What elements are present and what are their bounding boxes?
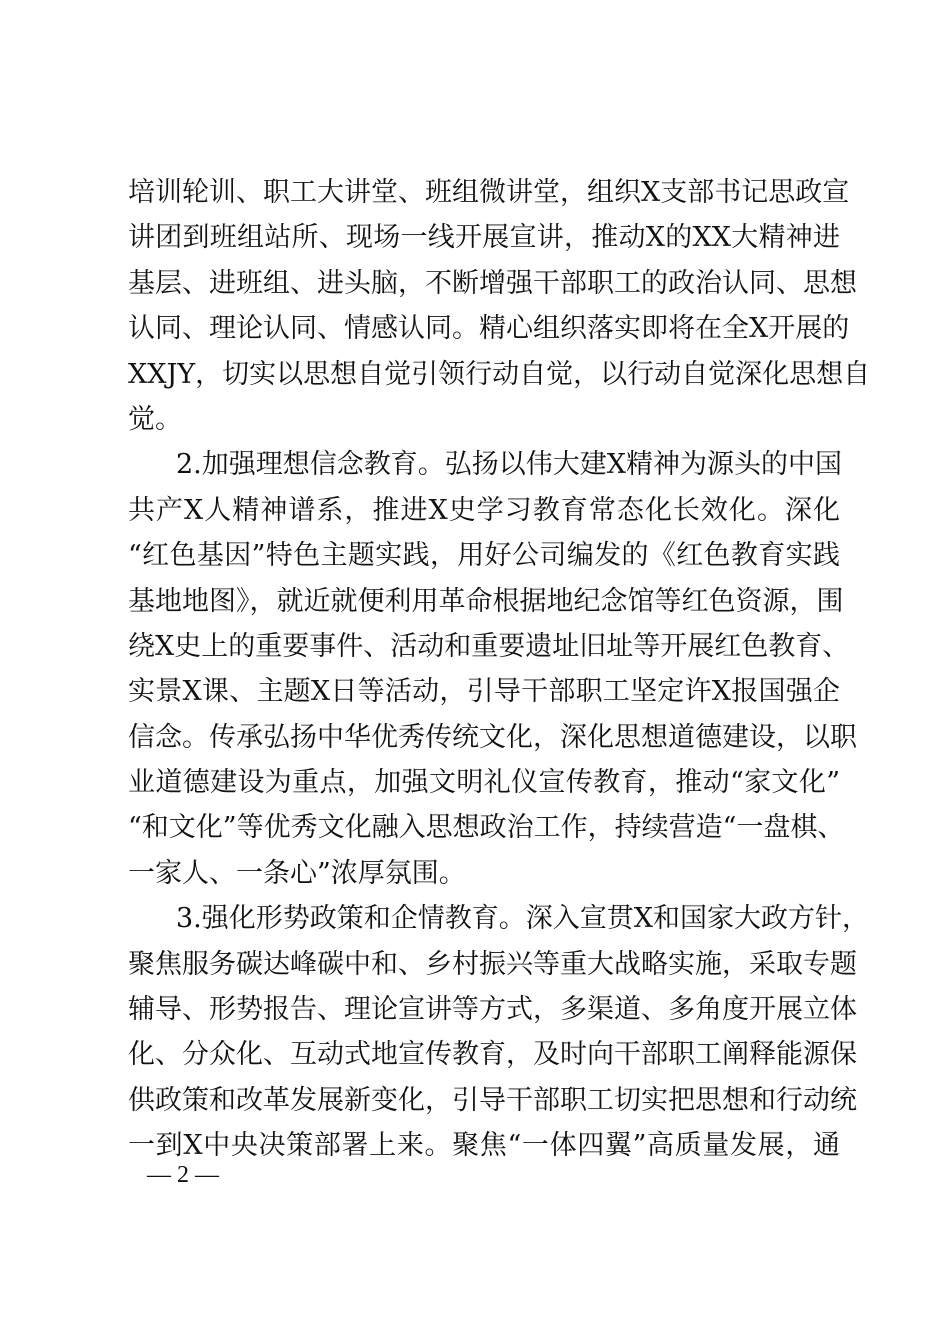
text-line: 一到X中央决策部署上来。聚焦“一体四翼”高质量发展，通 (128, 1130, 840, 1162)
text-line: 一家人、一条心”浓厚氛围。 (128, 857, 466, 889)
text-line: “和文化”等优秀文化融入思想政治工作，持续营造“一盘棋、 (128, 812, 845, 844)
text-line: 化、分众化、互动式地宣传教育，及时向干部职工阐释能源保 (128, 1039, 857, 1071)
text-line: 绕X史上的重要事件、活动和重要遗址旧址等开展红色教育、 (128, 630, 850, 662)
paragraph-1 (128, 170, 871, 442)
text-line: 辅导、形势报告、理论宣讲等方式，多渠道、多角度开展立体 (128, 994, 857, 1026)
text-line: “红色基因”特色主题实践，用好公司编发的《红色教育实践 (128, 540, 840, 572)
text-line: 业道德建设为重点，加强文明礼仪宣传教育，推动“家文化” (128, 767, 840, 799)
text-line: 基地地图》，就近就便利用革命根据地纪念馆等红色资源，围 (128, 585, 844, 617)
text-line: 基层、进班组、进头脑，不断增强干部职工的政治认同、思想 (128, 267, 857, 299)
text-line: 培训轮训、职工大讲堂、班组微讲堂，组织X支部书记思政宣 (128, 177, 850, 208)
text-line: 讲团到班组站所、现场一线开展宣讲，推动X的XX大精神进 (128, 222, 840, 254)
text-line: 信念。传承弘扬中华优秀传统文化，深化思想道德建设，以职 (128, 721, 857, 753)
text-line: 2.加强理想信念教育。弘扬以伟大建X精神为源头的中国 (176, 449, 842, 481)
paragraph-3 (128, 896, 869, 1168)
body-text (128, 170, 871, 1169)
text-line: 认同、理论认同、情感认同。精心组织落实即将在全X开展的 (128, 313, 850, 345)
text-line: 实景X课、主题X日等活动，引导干部职工坚定许X报国强企 (128, 676, 840, 708)
text-line: 觉。 (128, 403, 182, 435)
text-line: 3.强化形势政策和企情教育。深入宣贯X和国家大政方针， (176, 903, 869, 935)
paragraph-2 (128, 442, 857, 896)
text-line: XXJY，切实以思想自觉引领行动自觉，以行动自觉深化思想自 (128, 358, 871, 390)
text-line: 聚焦服务碳达峰碳中和、乡村振兴等重大战略实施，采取专题 (128, 948, 857, 980)
text-line: 供政策和改革发展新变化，引导干部职工切实把思想和行动统 (128, 1084, 857, 1116)
text-line: 共产X人精神谱系，推进X史学习教育常态化长效化。深化 (128, 494, 840, 526)
page-number: — 2 — (147, 1162, 219, 1188)
